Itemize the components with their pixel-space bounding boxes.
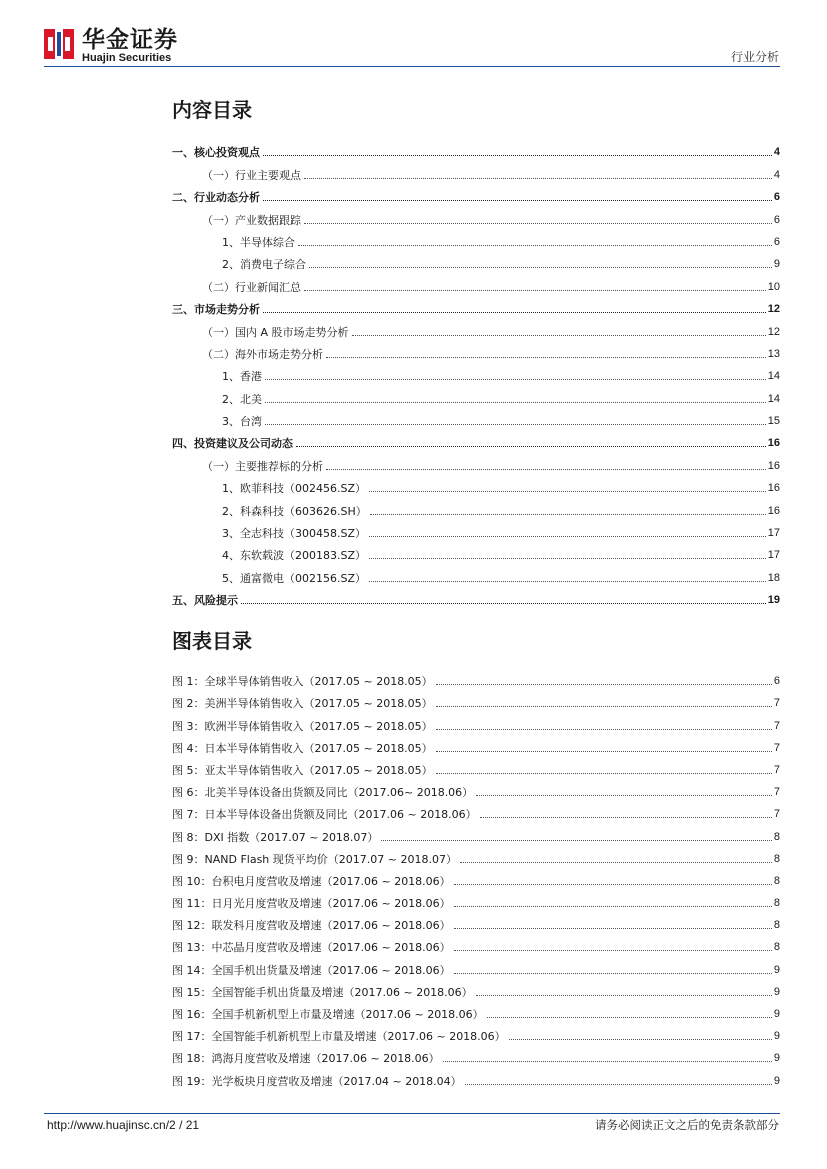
figure-entry[interactable] (172, 888, 780, 910)
dot-leader (443, 1061, 772, 1062)
toc-entry[interactable] (172, 585, 780, 607)
dot-leader (369, 581, 766, 582)
entry-page-number: 17 (767, 527, 780, 540)
entry-label: 图 19：光学板块月度营收及增速（2017.04 ~ 2018.04） (172, 1074, 462, 1088)
dot-leader (381, 840, 771, 841)
dot-leader (304, 290, 766, 291)
entry-label: 图 16：全国手机新机型上市量及增速（2017.06 ~ 2018.06） (172, 1008, 484, 1021)
toc-entry[interactable] (172, 406, 780, 428)
dot-leader (370, 514, 766, 515)
entry-page-number: 7 (773, 719, 780, 732)
figures-toc-list (172, 666, 780, 1088)
toc-entry[interactable] (172, 137, 780, 159)
dot-leader (296, 446, 766, 447)
entry-page-number: 7 (773, 741, 780, 754)
entry-page-number: 6 (773, 191, 780, 204)
dot-leader (476, 795, 772, 796)
dot-leader (304, 223, 772, 224)
entry-label: 2、科森科技（603626.SH） (222, 504, 367, 518)
dot-leader (369, 491, 766, 492)
figures-toc-title: 图表目录 (172, 629, 252, 653)
entry-page-number: 8 (773, 897, 780, 910)
toc-entry[interactable] (172, 383, 780, 405)
entry-page-number: 16 (767, 482, 780, 495)
figure-entry[interactable] (172, 733, 780, 755)
dot-leader (436, 729, 772, 730)
figure-entry[interactable] (172, 755, 780, 777)
entry-label: 图 11：日月光月度营收及增速（2017.06 ~ 2018.06） (172, 897, 451, 911)
entry-label: 图 13：中芯晶月度营收及增速（2017.06 ~ 2018.06） (172, 941, 451, 955)
dot-leader (454, 950, 772, 951)
dot-leader (369, 558, 766, 559)
entry-label: 图 4：日本半导体销售收入（2017.05 ~ 2018.05） (172, 741, 433, 755)
dot-leader (436, 773, 772, 774)
entry-label: 图 8：DXI 指数（2017.07 ~ 2018.07） (172, 830, 379, 844)
toc-title: 内容目录 (172, 98, 252, 122)
toc-entry[interactable] (172, 204, 780, 226)
toc-entry[interactable] (172, 294, 780, 316)
entry-label: 图 18：鸿海月度营收及增速（2017.06 ~ 2018.06） (172, 1052, 440, 1066)
figure-entry[interactable] (172, 1043, 780, 1065)
entry-page-number: 8 (773, 941, 780, 954)
dot-leader (436, 684, 772, 685)
dot-leader (460, 862, 772, 863)
figure-entry[interactable] (172, 1065, 780, 1087)
entry-page-number: 18 (767, 571, 780, 584)
entry-label: 图 15：全国智能手机出货量及增速（2017.06 ~ 2018.06） (172, 985, 473, 999)
toc-entry[interactable] (172, 450, 780, 472)
entry-label: 图 6：北美半导体设备出货额及同比（2017.06~ 2018.06） (172, 786, 474, 800)
entry-label: 图 7：日本半导体设备出货额及同比（2017.06 ~ 2018.06） (172, 808, 477, 822)
entry-label: 图 10：台积电月度营收及增速（2017.06 ~ 2018.06） (172, 874, 451, 888)
entry-page-number: 9 (773, 963, 780, 976)
dot-leader (352, 335, 766, 336)
entry-page-number: 12 (767, 325, 780, 338)
entry-label: 3、全志科技（300458.SZ） (222, 527, 367, 541)
toc-entry[interactable] (172, 428, 780, 450)
dot-leader (509, 1039, 772, 1040)
entry-label: 五、风险提示 (172, 594, 238, 608)
entry-label: 1、欧菲科技（002456.SZ） (222, 482, 367, 496)
entry-page-number: 6 (773, 675, 780, 688)
entry-label: 4、东软载波（200183.SZ） (222, 549, 367, 563)
entry-label: 三、市场走势分析 (172, 303, 260, 317)
huajin-logo-icon (44, 29, 74, 59)
entry-page-number: 7 (773, 808, 780, 821)
dot-leader (309, 267, 772, 268)
dot-leader (265, 379, 766, 380)
entry-page-number: 16 (767, 504, 780, 517)
toc-entry[interactable] (172, 518, 780, 540)
figure-entry[interactable] (172, 844, 780, 866)
entry-page-number: 8 (773, 874, 780, 887)
entry-page-number: 14 (767, 392, 780, 405)
toc-entry[interactable] (172, 271, 780, 293)
dot-leader (454, 884, 772, 885)
entry-label: 二、行业动态分析 (172, 191, 260, 205)
toc-entry[interactable] (172, 316, 780, 338)
dot-leader (436, 751, 772, 752)
toc-entry[interactable] (172, 495, 780, 517)
toc-list (172, 137, 780, 607)
entry-label: （二）海外市场走势分析 (202, 347, 323, 361)
figure-entry[interactable] (172, 777, 780, 799)
entry-label: 图 5：亚太半导体销售收入（2017.05 ~ 2018.05） (172, 763, 433, 777)
entry-page-number: 17 (767, 549, 780, 562)
toc-entry[interactable] (172, 339, 780, 361)
dot-leader (487, 1017, 772, 1018)
dot-leader (454, 973, 772, 974)
entry-label: 一、核心投资观点 (172, 146, 260, 160)
figure-entry[interactable] (172, 666, 780, 688)
figure-entry[interactable] (172, 910, 780, 932)
entry-label: 图 17：全国智能手机新机型上市量及增速（2017.06 ~ 2018.06） (172, 1030, 506, 1044)
entry-label: （二）行业新闻汇总 (202, 280, 301, 294)
toc-entry[interactable] (172, 249, 780, 271)
figure-entry[interactable] (172, 977, 780, 999)
dot-leader (326, 469, 766, 470)
figure-entry[interactable] (172, 799, 780, 821)
entry-page-number: 8 (773, 919, 780, 932)
figure-entry[interactable] (172, 932, 780, 954)
dot-leader (263, 312, 766, 313)
entry-page-number: 9 (773, 1052, 780, 1065)
entry-label: （一）行业主要观点 (202, 168, 301, 182)
dot-leader (304, 178, 772, 179)
entry-page-number: 9 (773, 985, 780, 998)
entry-page-number: 12 (767, 303, 780, 316)
entry-page-number: 9 (773, 258, 780, 271)
dot-leader (454, 928, 772, 929)
dot-leader (326, 357, 766, 358)
figure-entry[interactable] (172, 688, 780, 710)
toc-entry[interactable] (172, 159, 780, 181)
entry-label: 图 2：美洲半导体销售收入（2017.05 ~ 2018.05） (172, 697, 433, 711)
toc-entry[interactable] (172, 361, 780, 383)
dot-leader (265, 424, 766, 425)
figure-entry[interactable] (172, 821, 780, 843)
toc-entry[interactable] (172, 562, 780, 584)
toc-entry[interactable] (172, 540, 780, 562)
footer-url[interactable]: http://www.huajinsc.cn/2 / 21 (47, 1118, 200, 1132)
entry-page-number: 7 (773, 697, 780, 710)
dot-leader (480, 817, 772, 818)
header-divider (44, 66, 780, 67)
entry-label: 1、半导体综合 (222, 235, 295, 249)
dot-leader (263, 155, 772, 156)
entry-page-number: 6 (773, 235, 780, 248)
entry-page-number: 13 (767, 347, 780, 360)
entry-page-number: 8 (773, 852, 780, 865)
logo-chinese-name: 华金证券 (82, 27, 178, 53)
entry-label: （一）产业数据跟踪 (202, 213, 301, 227)
entry-label: 3、台湾 (222, 415, 262, 429)
entry-page-number: 7 (773, 763, 780, 776)
entry-page-number: 4 (773, 146, 780, 159)
entry-page-number: 16 (767, 459, 780, 472)
dot-leader (369, 536, 766, 537)
logo-english-name: Huajin Securities (82, 52, 172, 64)
entry-page-number: 8 (773, 830, 780, 843)
report-type-label: 行业分析 (730, 50, 779, 64)
entry-page-number: 6 (773, 213, 780, 226)
entry-label: 5、通富微电（002156.SZ） (222, 571, 367, 585)
page-header (0, 0, 827, 70)
footer-divider (44, 1113, 780, 1114)
dot-leader (241, 603, 766, 604)
entry-label: 图 1：全球半导体销售收入（2017.05 ~ 2018.05） (172, 675, 433, 689)
entry-label: （一）国内 A 股市场走势分析 (202, 325, 349, 339)
entry-page-number: 16 (767, 437, 780, 450)
entry-page-number: 4 (773, 168, 780, 181)
entry-page-number: 19 (767, 594, 780, 607)
entry-page-number: 14 (767, 370, 780, 383)
entry-page-number: 15 (767, 415, 780, 428)
toc-entry[interactable] (172, 182, 780, 204)
dot-leader (263, 200, 772, 201)
entry-label: 2、消费电子综合 (222, 258, 306, 272)
dot-leader (454, 906, 772, 907)
entry-page-number: 9 (773, 1074, 780, 1087)
figure-entry[interactable] (172, 1021, 780, 1043)
entry-page-number: 10 (767, 280, 780, 293)
entry-page-number: 9 (773, 1008, 780, 1020)
entry-label: 图 14：全国手机出货量及增速（2017.06 ~ 2018.06） (172, 963, 451, 977)
entry-page-number: 9 (773, 1030, 780, 1043)
entry-label: 1、香港 (222, 370, 262, 384)
toc-entry[interactable] (172, 227, 780, 249)
toc-entry[interactable] (172, 473, 780, 495)
dot-leader (476, 995, 772, 996)
entry-label: （一）主要推荐标的分析 (202, 459, 323, 473)
dot-leader (465, 1084, 772, 1085)
entry-label: 图 9：NAND Flash 现货平均价（2017.07 ~ 2018.07） (172, 852, 457, 866)
figure-entry[interactable] (172, 999, 780, 1021)
entry-page-number: 7 (773, 786, 780, 799)
figure-entry[interactable] (172, 866, 780, 888)
figure-entry[interactable] (172, 954, 780, 976)
dot-leader (436, 706, 772, 707)
figure-entry[interactable] (172, 710, 780, 732)
entry-label: 四、投资建议及公司动态 (172, 437, 293, 451)
entry-label: 2、北美 (222, 392, 262, 406)
footer-disclaimer: 请务必阅读正文之后的免责条款部分 (595, 1118, 779, 1132)
dot-leader (265, 402, 766, 403)
entry-label: 图 3：欧洲半导体销售收入（2017.05 ~ 2018.05） (172, 719, 433, 733)
entry-label: 图 12：联发科月度营收及增速（2017.06 ~ 2018.06） (172, 919, 451, 933)
dot-leader (298, 245, 772, 246)
